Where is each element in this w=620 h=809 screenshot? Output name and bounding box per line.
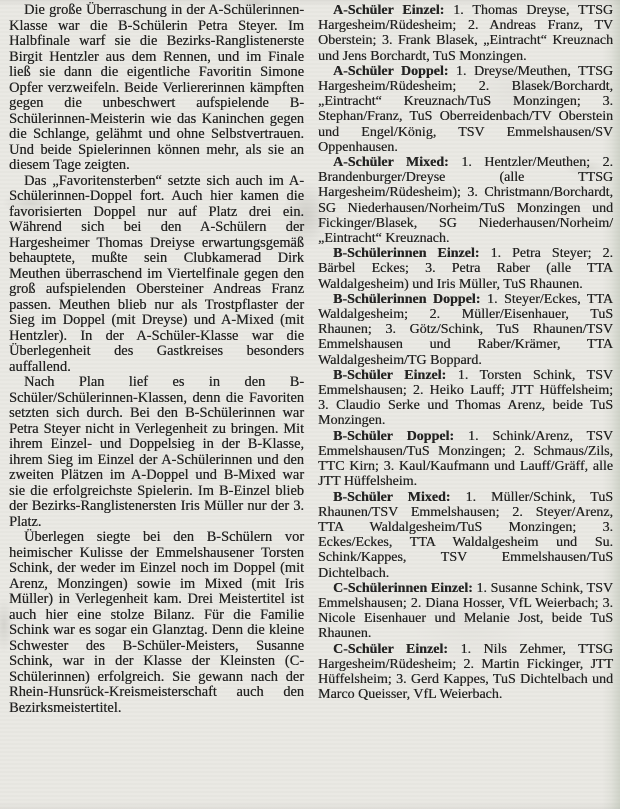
result-heading: B-Schüler Einzel:	[333, 367, 447, 383]
result-body: 1. Susanne Schink, TSV Emmelshausen; 2. Diana Hosser, VfL Weierbach; 3. Nicole Eisenhauer und Melanie Jost, beide TuS Rhaunen.	[318, 580, 613, 642]
result-heading: A-Schüler Mixed:	[333, 155, 449, 171]
result-entry	[318, 642, 613, 703]
result-entry	[318, 155, 613, 246]
result-body: 1. Torsten Schink, TSV Emmelshausen; 2. Heiko Lauff; JTT Hüffelsheim; 3. Claudio Serke und Thomas Arenz, beide TuS Monzingen.	[318, 367, 613, 429]
article-paragraph: Überlegen siegte bei den B-Schülern vor heimischer Kulisse der Emmelshausener Torsten Schink, der weder im Einzel noch im Doppel (mit Arenz, Monzingen) sowie im Mixed (mit Iris Müller) in Verlegenheit kam. Drei Meistertitel ist auch hier eine stolze Bilanz. Für die Familie Schink war es sogar ein Glanztag. Denn die kleine Schwester des B-Schüler-Meisters, Susanne Schink, war in der Klasse der Kleinsten (C-Schülerinnen) erfolgreich. Sie gewann nach der Rhein-Hunsrück-Kreismeisterschaft auch den Bezirksmeistertitel.	[9, 529, 304, 716]
result-body: 1. Dreyse/Meuthen, TTSG Hargesheim/Rüdesheim; 2. Blasek/Borchardt, „Eintracht“ Kreuznach/TuS Monzingen; 3. Stephan/Franz, TuS Oberreidenbach/TV Oberstein und Engel/König, TSV Emmelshausen/SV Oppenhausen.	[318, 63, 614, 155]
result-entry	[318, 581, 613, 642]
result-body: 1. Müller/Schink, TuS Rhaunen/TSV Emmelshausen; 2. Steyer/Arenz, TTA Waldalgesheim/TuS Monzingen; 3. Eckes/Eckes, TTA Waldalgesheim und Su. Schink/Kappes, TSV Emmelshausen/TuS Dichtelbach.	[318, 489, 613, 581]
result-body: 1. Schink/Arenz, TSV Emmelshausen/TuS Monzingen; 2. Schmaus/Zils, TTC Kirn; 3. Kaul/Kaufmann und Lauff/Gräff, alle JTT Hüffelsheim.	[318, 428, 613, 490]
results-column	[318, 3, 613, 805]
result-body: 1. Hentzler/Meuthen; 2. Brandenburger/Dreyse (alle TTSG Hargesheim/Rüdesheim); 3. Christmann/Borchardt, SG Niederhausen/Norheim/TuS Monzingen und Fickinger/Blasek, SG Niederhausen/Norheim/„Eintracht“ Kreuznach.	[318, 155, 613, 247]
result-heading: B-Schülerinnen Doppel:	[333, 291, 481, 307]
result-entry	[318, 64, 613, 155]
result-heading: B-Schüler Doppel:	[333, 428, 455, 444]
result-entry	[318, 3, 613, 64]
article-paragraph: Die große Überraschung in der A-Schülerinnen-Klasse war die B-Schülerin Petra Steyer. Im Halbfinale warf sie die Bezirks-Ranglistenerste Birgit Hentzler aus dem Rennen, und im Finale ließ sie dann die eigentliche Favoritin Simone Opfer verzweifeln. Beide Verliererinnen kämpften gegen die unbeschwert aufspielende B-Schülerinnen-Meisterin wie das Kaninchen gegen die Schlange, gelähmt und ohne Selbstvertrauen. Und beide Spielerinnen können mehr, als sie an diesem Tage zeigten.	[9, 2, 304, 173]
result-heading: C-Schülerinnen Einzel:	[333, 580, 473, 596]
result-heading: A-Schüler Doppel:	[333, 63, 449, 79]
article-left-column	[9, 3, 304, 805]
result-heading: B-Schülerinnen Einzel:	[333, 246, 480, 262]
result-body: 1. Petra Steyer; 2. Bärbel Eckes; 3. Petra Raber (alle TTA Waldalgesheim) und Iris Müller, TuS Rhaunen.	[318, 246, 613, 292]
result-heading: A-Schüler Einzel:	[333, 3, 445, 18]
result-entry	[318, 246, 613, 292]
result-entry	[318, 490, 613, 581]
result-heading: B-Schüler Mixed:	[333, 489, 451, 505]
article-paragraph: Nach Plan lief es in den B-Schüler/Schülerinnen-Klassen, denn die Favoriten setzten sich durch. Bei den B-Schülerinnen war Petra Steyer nicht in Verlegenheit zu bringen. Mit ihrem Einzel- und Doppelsieg in der B-Klasse, ihrem Sieg im Einzel der A-Schülerinnen und den zweiten Plätzen im A-Doppel und B-Mixed war sie die erfolgreichste Spielerin. Im B-Einzel blieb der Bezirks-Ranglistenersten Iris Müller nur der 3. Platz.	[9, 374, 304, 530]
result-heading: C-Schüler Einzel:	[333, 641, 448, 657]
article-paragraph: Das „Favoritensterben“ setzte sich auch im A-Schülerinnen-Doppel fort. Auch hier kamen die favorisierten Doppel nur auf Platz drei ein. Während sich bei den A-Schülern der Hargesheimer Thomas Dreiyse erwartungsgemäß behauptete, mußte sein Clubkamerad Dirk Meuthen überraschend im Viertelfinale gegen den groß aufspielenden Obersteiner Andreas Franz passen. Meuthen blieb nur als Trostpflaster der Sieg im Doppel (mit Dreyse) und A-Mixed (mit Hentzler). In der A-Schüler-Klasse war die Überlegenheit des Gastkreises besonders auffallend.	[9, 172, 304, 375]
result-body: 1. Thomas Dreyse, TTSG Hargesheim/Rüdesheim; 2. Andreas Franz, TV Oberstein; 3. Frank Blasek, „Eintracht“ Kreuznach und Jens Borchardt, TuS Monzingen.	[318, 3, 614, 64]
result-body: 1. Nils Zehmer, TTSG Hargesheim/Rüdesheim; 2. Martin Fickinger, JTT Hüffelsheim; 3. Gerd Kappes, TuS Dichtelbach und Marco Queisser, VfL Weierbach.	[318, 641, 614, 703]
result-entry	[318, 368, 613, 429]
result-entry	[318, 429, 613, 490]
result-entry	[318, 292, 613, 368]
result-body: 1. Steyer/Eckes, TTA Waldalgesheim; 2. Müller/Eisenhauer, TuS Rhaunen; 3. Götz/Schink, TuS Rhaunen/TSV Emmelshausen und Raber/Krämer, TTA Waldalgesheim/TG Boppard.	[318, 291, 613, 368]
